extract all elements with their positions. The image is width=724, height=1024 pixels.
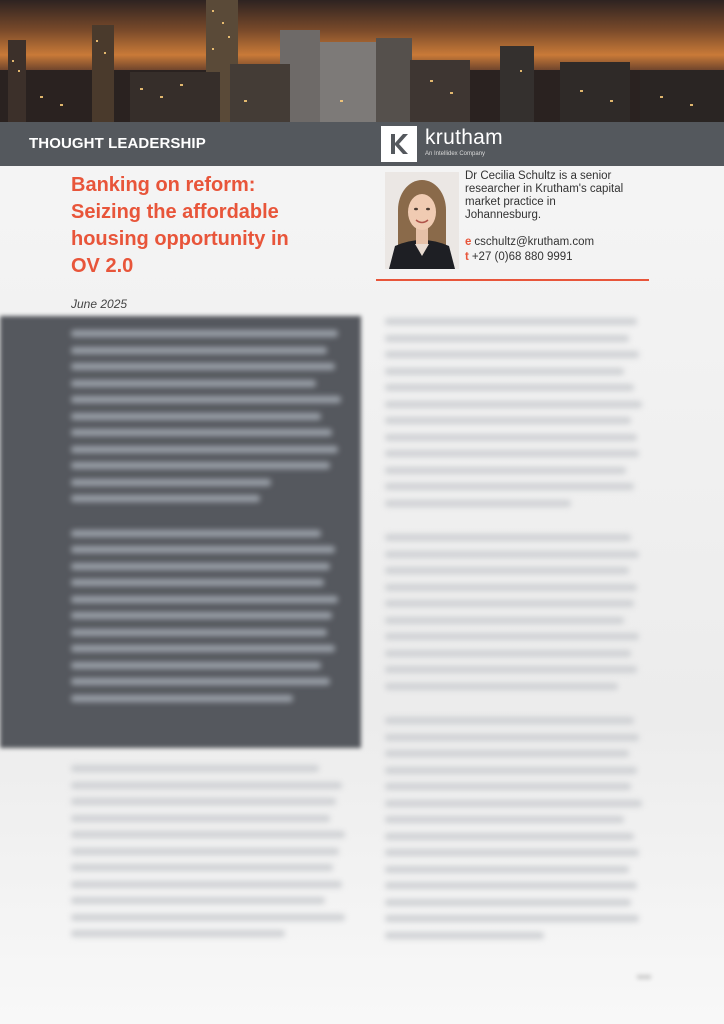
email-address[interactable]: cschultz@krutham.com — [474, 236, 595, 248]
section-label: THOUGHT LEADERSHIP — [29, 135, 206, 152]
summary-text-blurred — [71, 330, 349, 711]
email-key-label: e — [465, 236, 472, 248]
title-line: Seizing the affordable — [71, 201, 279, 223]
author-bio — [465, 170, 665, 222]
krutham-k-logo-icon — [381, 126, 417, 162]
skyline-graphic — [0, 0, 724, 122]
body-column-right-blurred — [385, 318, 650, 948]
phone-key-label: t — [465, 251, 469, 263]
author-bio-line: Johannesburg. — [465, 209, 542, 221]
body-column-left-blurred — [71, 765, 353, 947]
page-number-mark — [637, 975, 651, 979]
author-bio-line: Dr Cecilia Schultz is a senior — [465, 170, 612, 182]
author-phone[interactable] — [465, 251, 573, 263]
author-bio-line: market practice in — [465, 196, 556, 208]
logo-tagline: An Intellidex Company — [425, 151, 486, 157]
author-bio-line: researcher in Krutham's capital — [465, 183, 624, 195]
author-email[interactable] — [465, 236, 594, 248]
phone-number[interactable]: +27 (0)68 880 9991 — [471, 251, 573, 263]
publication-date: June 2025 — [71, 297, 128, 311]
title-line: Banking on reform: — [71, 174, 256, 196]
article-title — [71, 172, 361, 280]
logo-name: krutham — [425, 126, 503, 149]
author-divider — [376, 279, 649, 281]
title-line: housing opportunity in — [71, 228, 289, 250]
title-line: OV 2.0 — [71, 255, 134, 277]
author-portrait — [385, 172, 459, 269]
city-skyline-banner-image — [0, 0, 724, 122]
